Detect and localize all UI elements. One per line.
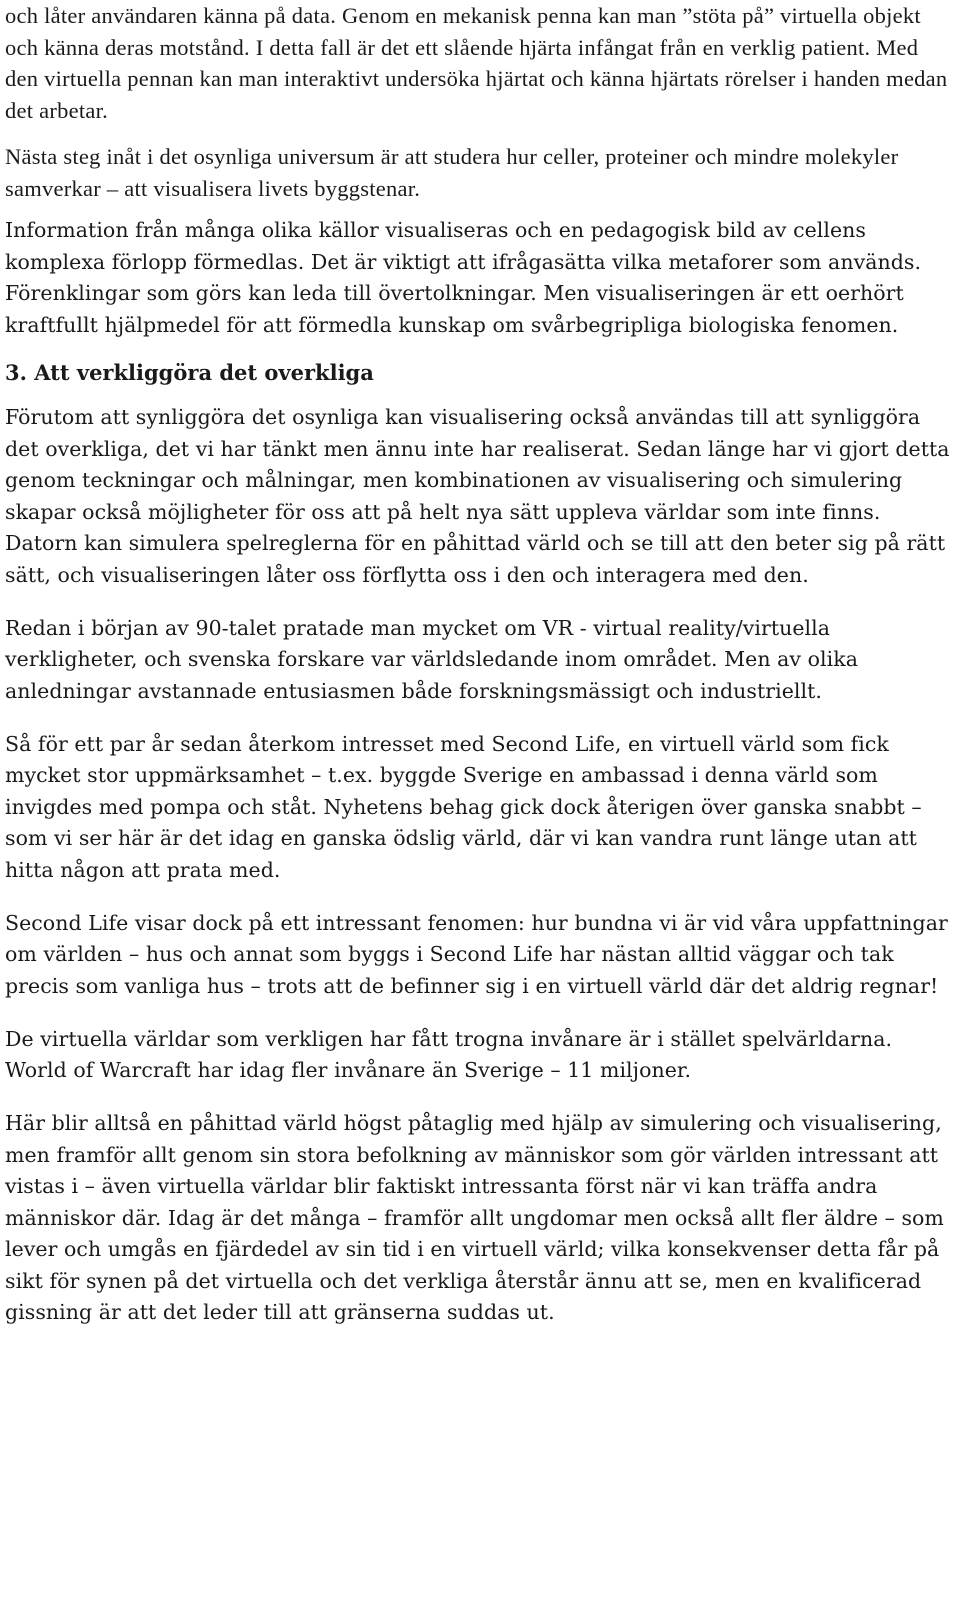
- paragraph: och låter användaren känna på data. Genom en mekanisk penna kan man ”stöta på” virtuella objekt och känna deras motstånd. I detta fall är det ett slående hjärta infångat från en verklig patient. Med den virtuella pennan kan man interaktivt undersöka hjärtat och känna hjärtats rörelser i handen medan det arbetar.: [5, 3, 948, 123]
- paragraph: Information från många olika källor visualiseras och en pedagogisk bild av cellens komplexa förlopp förmedlas. Det är viktigt att ifrågasätta vilka metaforer som används. Förenklingar som görs kan leda till övertolkningar. Men visualiseringen är ett oerhört kraftfullt hjälpmedel för att förmedla kunskap om svårbegripliga biologiska fenomen.: [5, 218, 922, 337]
- body-section: [5, 215, 950, 341]
- paragraph: De virtuella världar som verkligen har fått trogna invånare är i stället spelvärldarna. World of Warcraft har idag fler invånare än Sverige – 11 miljoner.: [5, 1026, 893, 1082]
- paragraph: Nästa steg inåt i det osynliga universum är att studera hur celler, proteiner och mindre molekyler samverkar – att visualisera livets byggstenar.: [5, 144, 899, 201]
- paragraph: Second Life visar dock på ett intressant fenomen: hur bundna vi är vid våra uppfattningar om världen – hus och annat som byggs i Second Life har nästan alltid väggar och tak precis som vanliga hus – trots att de befinner sig i en virtuell värld där det aldrig regnar!: [5, 910, 948, 998]
- paragraph: Så för ett par år sedan återkom intresset med Second Life, en virtuell värld som fick mycket stor uppmärksamhet – t.ex. byggde Sverige en ambassad i denna värld som invigdes med pompa och ståt. Nyhetens behag gick dock återigen över ganska snabbt – som vi ser här är det idag en ganska ödslig värld, där vi kan vandra runt länge utan att hitta någon att prata med.: [5, 731, 922, 882]
- section-body: [5, 402, 950, 1329]
- paragraph: Förutom att synliggöra det osynliga kan visualisering också användas till att synliggöra det overkliga, det vi har tänkt men ännu inte har realiserat. Sedan länge har vi gjort detta genom teckningar och målningar, men kombinationen av visualisering och simulering skapar också möjligheter för oss att på helt nya sätt uppleva världar som inte finns. Datorn kan simulera spelreglerna för en påhittad värld och se till att den beter sig på rätt sätt, och visualiseringen låter oss förflytta oss i den och interagera med den.: [5, 405, 950, 587]
- paragraph: Redan i början av 90-talet pratade man mycket om VR - virtual reality/virtuella verkligheter, och svenska forskare var världsledande inom området. Men av olika anledningar avstannade entusiasmen både forskningsmässigt och industriellt.: [5, 615, 858, 703]
- section-heading: 3. Att verkliggöra det overkliga: [5, 360, 374, 385]
- paragraph: Här blir alltså en påhittad värld högst påtaglig med hjälp av simulering och visualisering, men framför allt genom sin stora befolkning av människor som gör världen intressant att vistas i – även virtuella världar blir faktiskt intressanta först när vi kan träffa andra människor där. Idag är det många – framför allt ungdomar men också allt fler äldre – som lever och umgås en fjärdedel av sin tid i en virtuell värld; vilka konsekvenser detta får på sikt för synen på det virtuella och det verkliga återstår ännu att se, men en kvalificerad gissning är att det leder till att gränserna suddas ut.: [5, 1111, 944, 1324]
- intro-section: [5, 0, 950, 204]
- document-page: [5, 0, 950, 1350]
